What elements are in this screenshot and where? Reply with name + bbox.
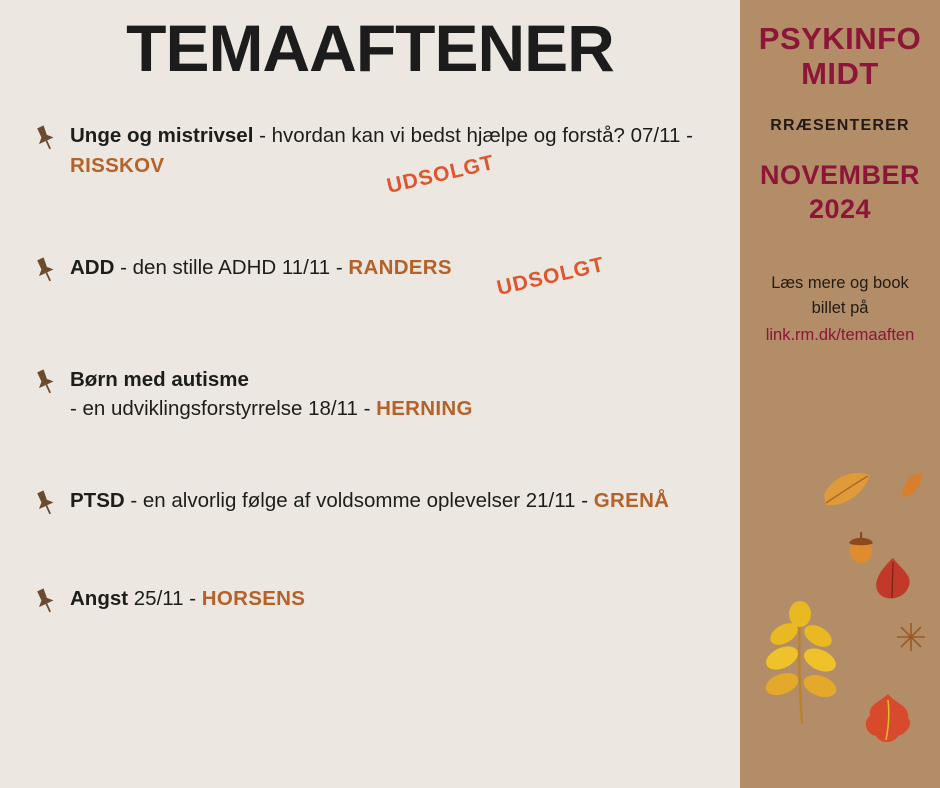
event-title: PTSD [70, 489, 125, 513]
pushpin-icon [30, 488, 60, 518]
event-title: Børn med autisme [70, 367, 249, 391]
event-text [70, 365, 730, 424]
booking-info [740, 271, 940, 348]
list-item [26, 584, 730, 624]
presents-label: RRÆSENTERER [770, 117, 910, 135]
event-title: ADD [70, 255, 115, 279]
brand-line-1: PSYKINFO [758, 21, 922, 56]
event-detail: - den stille ADHD 11/11 - [114, 255, 349, 279]
event-title: Angst [70, 587, 129, 611]
leaf-icon [858, 690, 918, 750]
status-badge: UDSOLGT [384, 151, 497, 199]
event-detail: - en udviklingsforstyrrelse 18/11 - [70, 397, 377, 421]
month-label: NOVEMBER [759, 160, 920, 191]
event-detail: - hvordan kan vi bedst hjælpe og forstå? 07/11 - [253, 124, 693, 148]
event-text [70, 486, 730, 516]
leaf-icon [818, 465, 878, 513]
list-item [26, 365, 730, 424]
brand-line-2: MIDT [801, 55, 879, 91]
event-place: HORSENS [201, 587, 306, 611]
leaf-icon [754, 600, 850, 730]
event-place: GRENÅ [593, 489, 670, 513]
leaf-icon [870, 556, 916, 606]
list-item [26, 121, 730, 199]
booking-line-1: Læs mere og book [771, 273, 909, 292]
event-place: RISSKOV [70, 154, 165, 178]
list-item [26, 252, 730, 300]
sidebar [740, 0, 940, 788]
event-place: RANDERS [348, 255, 452, 279]
event-text [70, 253, 730, 283]
leaf-icon [898, 470, 926, 500]
brand-name [740, 22, 940, 91]
pushpin-icon [30, 123, 60, 153]
booking-link[interactable]: link.rm.dk/temaaften [765, 326, 915, 345]
event-list [0, 121, 740, 624]
event-place: HERNING [376, 397, 473, 421]
booking-line-2: billet på [811, 298, 869, 317]
status-badge: UDSOLGT [494, 252, 607, 300]
event-detail: 25/11 - [128, 587, 202, 611]
month-year [740, 159, 940, 227]
page-title: TEMAAFTENER [126, 11, 614, 85]
year-label: 2024 [808, 194, 872, 225]
pushpin-icon [30, 367, 60, 397]
event-detail: - en alvorlig følge af voldsomme oplevelser 21/11 - [124, 489, 594, 513]
event-text [70, 584, 730, 614]
pushpin-icon [30, 255, 60, 285]
event-title: Unge og mistrivsel [70, 124, 254, 148]
leaf-icon [894, 620, 928, 654]
list-item [26, 486, 730, 526]
pushpin-icon [30, 586, 60, 616]
